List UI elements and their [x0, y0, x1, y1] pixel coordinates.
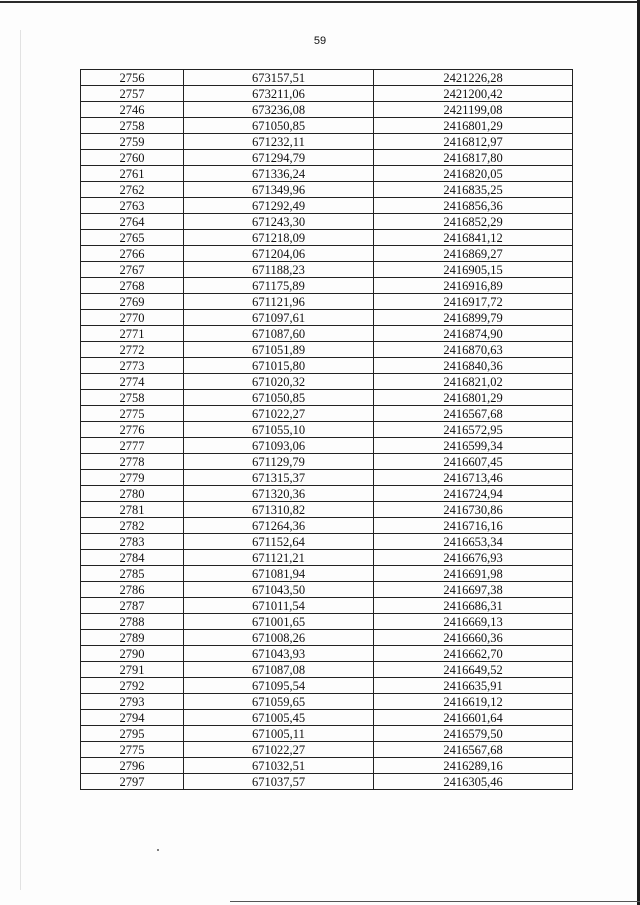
table-row — [81, 262, 573, 278]
y-coordinate-cell: 2416567,68 — [374, 742, 573, 758]
point-number-cell: 2769 — [81, 294, 184, 310]
point-number-cell: 2790 — [81, 646, 184, 662]
x-coordinate-cell: 671055,10 — [184, 422, 374, 438]
y-coordinate-cell: 2421200,42 — [374, 86, 573, 102]
table-row — [81, 326, 573, 342]
point-number-cell: 2766 — [81, 246, 184, 262]
x-coordinate-cell: 671294,79 — [184, 150, 374, 166]
x-coordinate-cell: 671264,36 — [184, 518, 374, 534]
table-row — [81, 646, 573, 662]
x-coordinate-cell: 671292,49 — [184, 198, 374, 214]
x-coordinate-cell: 671129,79 — [184, 454, 374, 470]
y-coordinate-cell: 2416817,80 — [374, 150, 573, 166]
point-number-cell: 2770 — [81, 310, 184, 326]
y-coordinate-cell: 2416601,64 — [374, 710, 573, 726]
y-coordinate-cell: 2416660,36 — [374, 630, 573, 646]
x-coordinate-cell: 671121,96 — [184, 294, 374, 310]
point-number-cell: 2789 — [81, 630, 184, 646]
point-number-cell: 2792 — [81, 678, 184, 694]
table-row — [81, 614, 573, 630]
y-coordinate-cell: 2416852,29 — [374, 214, 573, 230]
point-number-cell: 2779 — [81, 470, 184, 486]
x-coordinate-cell: 671011,54 — [184, 598, 374, 614]
x-coordinate-cell: 671032,51 — [184, 758, 374, 774]
y-coordinate-cell: 2421226,28 — [374, 70, 573, 86]
x-coordinate-cell: 673157,51 — [184, 70, 374, 86]
point-number-cell: 2759 — [81, 134, 184, 150]
table-row — [81, 214, 573, 230]
table-row — [81, 598, 573, 614]
table-row — [81, 150, 573, 166]
y-coordinate-cell: 2416607,45 — [374, 454, 573, 470]
point-number-cell: 2783 — [81, 534, 184, 550]
y-coordinate-cell: 2416801,29 — [374, 118, 573, 134]
point-number-cell: 2794 — [81, 710, 184, 726]
table-row — [81, 102, 573, 118]
table-row — [81, 198, 573, 214]
x-coordinate-cell: 671059,65 — [184, 694, 374, 710]
point-number-cell: 2761 — [81, 166, 184, 182]
point-number-cell: 2757 — [81, 86, 184, 102]
x-coordinate-cell: 673236,08 — [184, 102, 374, 118]
y-coordinate-cell: 2416917,72 — [374, 294, 573, 310]
scan-edge-left — [20, 30, 21, 890]
x-coordinate-cell: 671050,85 — [184, 390, 374, 406]
x-coordinate-cell: 671043,93 — [184, 646, 374, 662]
point-number-cell: 2775 — [81, 406, 184, 422]
x-coordinate-cell: 671051,89 — [184, 342, 374, 358]
y-coordinate-cell: 2416662,70 — [374, 646, 573, 662]
table-row — [81, 518, 573, 534]
table-row — [81, 246, 573, 262]
y-coordinate-cell: 2416916,89 — [374, 278, 573, 294]
x-coordinate-cell: 671081,94 — [184, 566, 374, 582]
x-coordinate-cell: 671087,08 — [184, 662, 374, 678]
x-coordinate-cell: 671020,32 — [184, 374, 374, 390]
scan-edge-bottom — [230, 901, 640, 902]
table-row — [81, 566, 573, 582]
x-coordinate-cell: 671310,82 — [184, 502, 374, 518]
x-coordinate-cell: 671204,06 — [184, 246, 374, 262]
point-number-cell: 2762 — [81, 182, 184, 198]
point-number-cell: 2771 — [81, 326, 184, 342]
coordinates-table-body — [81, 70, 573, 790]
y-coordinate-cell: 2416870,63 — [374, 342, 573, 358]
y-coordinate-cell: 2416899,79 — [374, 310, 573, 326]
point-number-cell: 2760 — [81, 150, 184, 166]
x-coordinate-cell: 673211,06 — [184, 86, 374, 102]
x-coordinate-cell: 671188,23 — [184, 262, 374, 278]
point-number-cell: 2767 — [81, 262, 184, 278]
table-row — [81, 86, 573, 102]
x-coordinate-cell: 671050,85 — [184, 118, 374, 134]
table-row — [81, 134, 573, 150]
point-number-cell: 2784 — [81, 550, 184, 566]
y-coordinate-cell: 2416619,12 — [374, 694, 573, 710]
point-number-cell: 2780 — [81, 486, 184, 502]
y-coordinate-cell: 2416649,52 — [374, 662, 573, 678]
y-coordinate-cell: 2416635,91 — [374, 678, 573, 694]
x-coordinate-cell: 671349,96 — [184, 182, 374, 198]
point-number-cell: 2773 — [81, 358, 184, 374]
point-number-cell: 2787 — [81, 598, 184, 614]
point-number-cell: 2768 — [81, 278, 184, 294]
x-coordinate-cell: 671315,37 — [184, 470, 374, 486]
x-coordinate-cell: 671320,36 — [184, 486, 374, 502]
x-coordinate-cell: 671037,57 — [184, 774, 374, 790]
table-row — [81, 454, 573, 470]
point-number-cell: 2758 — [81, 118, 184, 134]
y-coordinate-cell: 2421199,08 — [374, 102, 573, 118]
y-coordinate-cell: 2416856,36 — [374, 198, 573, 214]
table-row — [81, 406, 573, 422]
point-number-cell: 2778 — [81, 454, 184, 470]
y-coordinate-cell: 2416840,36 — [374, 358, 573, 374]
y-coordinate-cell: 2416724,94 — [374, 486, 573, 502]
y-coordinate-cell: 2416821,02 — [374, 374, 573, 390]
table-row — [81, 582, 573, 598]
y-coordinate-cell: 2416579,50 — [374, 726, 573, 742]
coordinates-table — [80, 69, 573, 790]
x-coordinate-cell: 671043,50 — [184, 582, 374, 598]
x-coordinate-cell: 671015,80 — [184, 358, 374, 374]
y-coordinate-cell: 2416835,25 — [374, 182, 573, 198]
y-coordinate-cell: 2416874,90 — [374, 326, 573, 342]
x-coordinate-cell: 671175,89 — [184, 278, 374, 294]
point-number-cell: 2782 — [81, 518, 184, 534]
point-number-cell: 2776 — [81, 422, 184, 438]
y-coordinate-cell: 2416567,68 — [374, 406, 573, 422]
table-row — [81, 70, 573, 86]
y-coordinate-cell: 2416713,46 — [374, 470, 573, 486]
x-coordinate-cell: 671232,11 — [184, 134, 374, 150]
table-row — [81, 374, 573, 390]
table-row — [81, 278, 573, 294]
y-coordinate-cell: 2416289,16 — [374, 758, 573, 774]
point-number-cell: 2775 — [81, 742, 184, 758]
x-coordinate-cell: 671218,09 — [184, 230, 374, 246]
table-row — [81, 230, 573, 246]
point-number-cell: 2764 — [81, 214, 184, 230]
point-number-cell: 2774 — [81, 374, 184, 390]
table-row — [81, 774, 573, 790]
x-coordinate-cell: 671001,65 — [184, 614, 374, 630]
point-number-cell: 2796 — [81, 758, 184, 774]
table-row — [81, 358, 573, 374]
scan-edge-top — [0, 1, 640, 3]
y-coordinate-cell: 2416653,34 — [374, 534, 573, 550]
table-row — [81, 502, 573, 518]
table-row — [81, 118, 573, 134]
point-number-cell: 2791 — [81, 662, 184, 678]
point-number-cell: 2772 — [81, 342, 184, 358]
x-coordinate-cell: 671121,21 — [184, 550, 374, 566]
point-number-cell: 2777 — [81, 438, 184, 454]
y-coordinate-cell: 2416801,29 — [374, 390, 573, 406]
point-number-cell: 2797 — [81, 774, 184, 790]
y-coordinate-cell: 2416305,46 — [374, 774, 573, 790]
table-row — [81, 470, 573, 486]
table-row — [81, 710, 573, 726]
point-number-cell: 2758 — [81, 390, 184, 406]
x-coordinate-cell: 671005,11 — [184, 726, 374, 742]
page-number: 59 — [313, 35, 327, 47]
scan-speck — [157, 849, 159, 851]
point-number-cell: 2788 — [81, 614, 184, 630]
x-coordinate-cell: 671152,64 — [184, 534, 374, 550]
point-number-cell: 2786 — [81, 582, 184, 598]
y-coordinate-cell: 2416669,13 — [374, 614, 573, 630]
y-coordinate-cell: 2416869,27 — [374, 246, 573, 262]
point-number-cell: 2793 — [81, 694, 184, 710]
x-coordinate-cell: 671022,27 — [184, 742, 374, 758]
y-coordinate-cell: 2416812,97 — [374, 134, 573, 150]
y-coordinate-cell: 2416572,95 — [374, 422, 573, 438]
table-row — [81, 662, 573, 678]
y-coordinate-cell: 2416697,38 — [374, 582, 573, 598]
x-coordinate-cell: 671008,26 — [184, 630, 374, 646]
point-number-cell: 2756 — [81, 70, 184, 86]
x-coordinate-cell: 671243,30 — [184, 214, 374, 230]
x-coordinate-cell: 671093,06 — [184, 438, 374, 454]
y-coordinate-cell: 2416841,12 — [374, 230, 573, 246]
table-row — [81, 390, 573, 406]
point-number-cell: 2785 — [81, 566, 184, 582]
table-row — [81, 294, 573, 310]
y-coordinate-cell: 2416676,93 — [374, 550, 573, 566]
table-row — [81, 310, 573, 326]
table-row — [81, 486, 573, 502]
y-coordinate-cell: 2416716,16 — [374, 518, 573, 534]
table-row — [81, 342, 573, 358]
y-coordinate-cell: 2416686,31 — [374, 598, 573, 614]
y-coordinate-cell: 2416905,15 — [374, 262, 573, 278]
point-number-cell: 2746 — [81, 102, 184, 118]
table-row — [81, 678, 573, 694]
x-coordinate-cell: 671087,60 — [184, 326, 374, 342]
table-row — [81, 758, 573, 774]
table-row — [81, 422, 573, 438]
y-coordinate-cell: 2416599,34 — [374, 438, 573, 454]
y-coordinate-cell: 2416820,05 — [374, 166, 573, 182]
point-number-cell: 2795 — [81, 726, 184, 742]
point-number-cell: 2781 — [81, 502, 184, 518]
table-row — [81, 694, 573, 710]
y-coordinate-cell: 2416730,86 — [374, 502, 573, 518]
x-coordinate-cell: 671095,54 — [184, 678, 374, 694]
x-coordinate-cell: 671097,61 — [184, 310, 374, 326]
table-row — [81, 182, 573, 198]
x-coordinate-cell: 671022,27 — [184, 406, 374, 422]
x-coordinate-cell: 671336,24 — [184, 166, 374, 182]
table-row — [81, 742, 573, 758]
y-coordinate-cell: 2416691,98 — [374, 566, 573, 582]
table-row — [81, 166, 573, 182]
table-row — [81, 630, 573, 646]
table-row — [81, 550, 573, 566]
point-number-cell: 2765 — [81, 230, 184, 246]
table-row — [81, 726, 573, 742]
x-coordinate-cell: 671005,45 — [184, 710, 374, 726]
table-row — [81, 438, 573, 454]
point-number-cell: 2763 — [81, 198, 184, 214]
table-row — [81, 534, 573, 550]
